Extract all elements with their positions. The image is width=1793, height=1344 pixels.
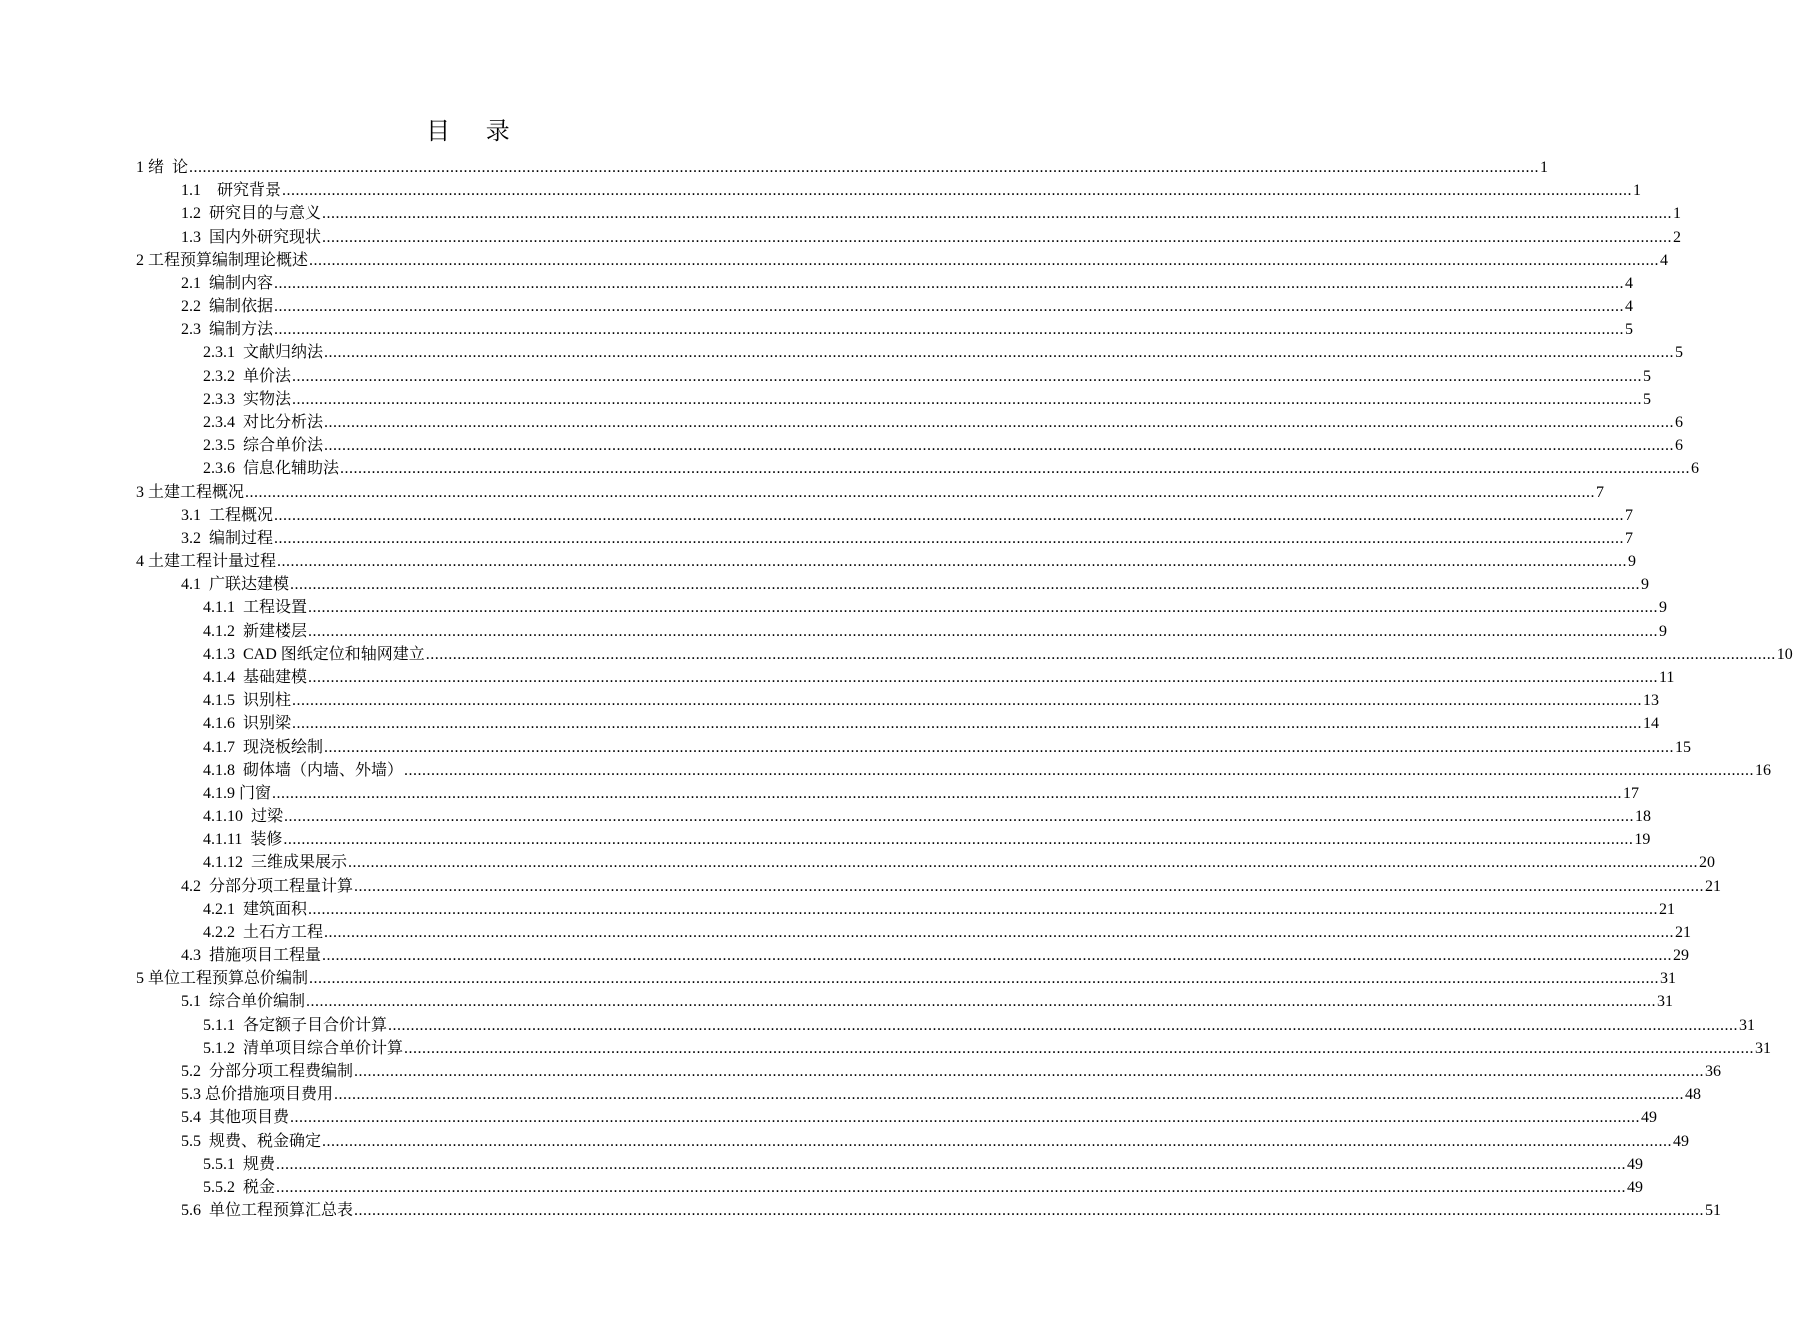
toc-entry[interactable] [181, 874, 1722, 897]
toc-entry-title: 基础建模 [243, 668, 308, 686]
toc-entry-page-number: 16 [1755, 761, 1772, 779]
toc-entry-number: 5.1.1 [203, 1016, 235, 1034]
toc-entry-title: 综合单价法 [243, 437, 324, 455]
toc-entry-number: 2.2 [181, 298, 201, 316]
toc-entry-title: 过梁 [251, 808, 284, 826]
toc-entry-number: 4 [136, 553, 144, 571]
toc-entry-number: 5.4 [181, 1109, 201, 1127]
toc-entry[interactable] [181, 572, 1650, 595]
toc-dot-leader: ............................................................................................................................................................................................................................................................................................................ [292, 715, 1643, 733]
toc-entry-spacer [243, 853, 251, 873]
toc-entry-title: CAD 图纸定位和轴网建立 [243, 645, 425, 663]
toc-entry-spacer [235, 923, 243, 943]
toc-entry-spacer [235, 459, 243, 479]
toc-entry[interactable] [203, 920, 1692, 943]
toc-entry[interactable] [181, 294, 1634, 317]
toc-entry-spacer [235, 714, 243, 734]
toc-entry[interactable] [203, 827, 1651, 850]
toc-dot-leader: ............................................................................................................................................................................................................................................................................................................ [309, 251, 1660, 269]
toc-entry[interactable] [203, 758, 1772, 781]
toc-entry-spacer [235, 413, 243, 433]
toc-entry-number: 5.5.1 [203, 1155, 235, 1173]
toc-entry-spacer [235, 761, 243, 781]
toc-entry-spacer [201, 228, 209, 248]
toc-dot-leader: ............................................................................................................................................................................................................................................................................................................ [292, 390, 1643, 408]
toc-entry-page-number: 14 [1643, 715, 1660, 733]
toc-entry-page-number: 4 [1625, 274, 1634, 292]
toc-entry-page-number: 9 [1628, 553, 1637, 571]
toc-entry-number: 4.1.8 [203, 761, 235, 779]
toc-entry-title: 总价措施项目费用 [205, 1086, 334, 1104]
toc-entry[interactable] [181, 201, 1682, 224]
toc-entry-page-number: 11 [1659, 668, 1675, 686]
toc-entry-spacer [201, 946, 209, 966]
toc-entry-page-number: 31 [1739, 1016, 1756, 1034]
toc-entry[interactable] [203, 688, 1660, 711]
toc-dot-leader: ............................................................................................................................................................................................................................................................................................................ [272, 784, 1623, 802]
toc-entry-number: 4.1.2 [203, 622, 235, 640]
toc-dot-leader: ............................................................................................................................................................................................................................................................................................................ [340, 460, 1691, 478]
toc-entry-page-number: 5 [1643, 390, 1652, 408]
toc-entry-spacer [235, 1155, 243, 1175]
toc-entry-page-number: 7 [1625, 506, 1634, 524]
toc-entry[interactable] [203, 665, 1675, 688]
toc-entry-number: 5.1 [181, 993, 201, 1011]
toc-entry[interactable] [181, 1082, 1702, 1105]
toc-entry[interactable] [203, 595, 1668, 618]
toc-entry-page-number: 49 [1641, 1109, 1658, 1127]
toc-entry[interactable] [181, 317, 1634, 340]
toc-dot-leader: ............................................................................................................................................................................................................................................................................................................ [309, 970, 1660, 988]
toc-entry-spacer [235, 598, 243, 618]
toc-entry-number: 2.1 [181, 274, 201, 292]
toc-entry-number: 4.1.3 [203, 645, 235, 663]
toc-entry-page-number: 7 [1596, 483, 1605, 501]
toc-entry-page-number: 5 [1675, 344, 1684, 362]
toc-entry-spacer [201, 320, 209, 340]
toc-entry-title: 实物法 [243, 390, 292, 408]
toc-entry-title: 文献归纳法 [243, 344, 324, 362]
toc-entry-page-number: 15 [1675, 738, 1692, 756]
toc-entry-spacer [235, 738, 243, 758]
toc-entry[interactable] [181, 271, 1634, 294]
toc-entry[interactable] [203, 1013, 1756, 1036]
toc-entry-number: 4.1.7 [203, 738, 235, 756]
toc-entry-spacer [201, 181, 217, 201]
toc-entry-title: 编制依据 [209, 298, 274, 316]
toc-entry-number: 4.1.9 [203, 784, 235, 802]
toc-entry-title: 研究目的与意义 [209, 205, 322, 223]
toc-entry-page-number: 20 [1699, 854, 1716, 872]
toc-entry-page-number: 4 [1660, 251, 1669, 269]
toc-dot-leader: ............................................................................................................................................................................................................................................................................................................ [290, 1109, 1641, 1127]
toc-entry[interactable] [181, 178, 1642, 201]
toc-entry-spacer [235, 645, 243, 665]
toc-entry-title: 工程概况 [209, 506, 274, 524]
toc-entry-page-number: 6 [1675, 413, 1684, 431]
toc-entry-page-number: 9 [1659, 599, 1668, 617]
toc-entry-number: 3.1 [181, 506, 201, 524]
toc-entry-spacer [201, 575, 209, 595]
toc-dot-leader: ............................................................................................................................................................................................................................................................................................................ [322, 1132, 1673, 1150]
toc-entry-title: 分部分项工程费编制 [209, 1063, 354, 1081]
toc-entry-spacer [243, 807, 251, 827]
toc-entry-title: 土建工程概况 [148, 483, 245, 501]
toc-entry-page-number: 9 [1641, 576, 1650, 594]
toc-entry-spacer [235, 691, 243, 711]
toc-entry-number: 4.1.4 [203, 668, 235, 686]
toc-entry-page-number: 21 [1675, 923, 1692, 941]
toc-entry[interactable] [181, 989, 1674, 1012]
toc-dot-leader: ............................................................................................................................................................................................................................................................................................................ [274, 298, 1625, 316]
toc-entry-title: 砌体墙（内墙、外墙） [243, 761, 404, 779]
toc-entry-spacer [201, 1108, 209, 1128]
toc-dot-leader: ............................................................................................................................................................................................................................................................................................................ [404, 1039, 1755, 1057]
toc-entry[interactable] [203, 897, 1676, 920]
toc-entry-number: 2.3.3 [203, 390, 235, 408]
toc-entry-title: 识别柱 [243, 692, 292, 710]
toc-entry-number: 4.1.12 [203, 854, 243, 872]
toc-dot-leader: ............................................................................................................................................................................................................................................................................................................ [290, 576, 1641, 594]
toc-entry[interactable] [181, 526, 1634, 549]
toc-entry-spacer [201, 992, 209, 1012]
toc-entry-title: 规费、税金确定 [209, 1132, 322, 1150]
toc-dot-leader: ............................................................................................................................................................................................................................................................................................................ [308, 668, 1659, 686]
toc-entry-spacer [201, 204, 209, 224]
toc-entry-title: 清单项目综合单价计算 [243, 1039, 404, 1057]
toc-entry-page-number: 31 [1657, 993, 1674, 1011]
toc-dot-leader: ............................................................................................................................................................................................................................................................................................................ [308, 900, 1659, 918]
toc-entry-title: 工程预算编制理论概述 [148, 251, 309, 269]
toc-dot-leader: ............................................................................................................................................................................................................................................................................................................ [348, 854, 1699, 872]
toc-entry-title: 单价法 [243, 367, 292, 385]
toc-entry-title: 编制方法 [209, 321, 274, 339]
toc-title: 目 录 [426, 117, 524, 145]
toc-entry-page-number: 49 [1627, 1155, 1644, 1173]
toc-entry-spacer [201, 1201, 209, 1221]
toc-entry-title: 工程设置 [243, 599, 308, 617]
toc-entry-page-number: 18 [1635, 808, 1652, 826]
toc-entry-title: 新建楼层 [243, 622, 308, 640]
toc-entry-page-number: 51 [1705, 1202, 1722, 1220]
toc-entry-number: 4.1.1 [203, 599, 235, 617]
toc-entry-number: 2.3.4 [203, 413, 235, 431]
toc-dot-leader: ............................................................................................................................................................................................................................................................................................................ [354, 877, 1705, 895]
toc-entry-page-number: 17 [1623, 784, 1640, 802]
toc-entry-title: 单位工程预算汇总表 [209, 1202, 354, 1220]
toc-entry[interactable] [203, 1175, 1644, 1198]
toc-dot-leader: ............................................................................................................................................................................................................................................................................................................ [354, 1063, 1705, 1081]
toc-entry-spacer [235, 1178, 243, 1198]
toc-dot-leader: ............................................................................................................................................................................................................................................................................................................ [282, 182, 1633, 200]
toc-dot-leader: ............................................................................................................................................................................................................................................................................................................ [292, 692, 1643, 710]
toc-entry[interactable] [203, 1036, 1772, 1059]
toc-entry-title: 广联达建模 [209, 576, 290, 594]
toc-entry-title: 各定额子目合价计算 [243, 1016, 388, 1034]
toc-entry-number: 2.3.1 [203, 344, 235, 362]
toc-entry-number: 5.6 [181, 1202, 201, 1220]
toc-entry-number: 4.2.2 [203, 923, 235, 941]
toc-entry-title: 现浇板绘制 [243, 738, 324, 756]
toc-entry-page-number: 6 [1675, 437, 1684, 455]
toc-entry-spacer [235, 343, 243, 363]
toc-entry-spacer [235, 900, 243, 920]
toc-dot-leader: ............................................................................................................................................................................................................................................................................................................ [274, 506, 1625, 524]
toc-entry-spacer [235, 436, 243, 456]
toc-entry-title: 单位工程预算总价编制 [148, 970, 309, 988]
toc-entry-number: 4.1 [181, 576, 201, 594]
toc-dot-leader: ............................................................................................................................................................................................................................................................................................................ [354, 1202, 1705, 1220]
toc-entry-spacer [201, 506, 209, 526]
toc-dot-leader: ............................................................................................................................................................................................................................................................................................................ [404, 761, 1755, 779]
toc-dot-leader: ............................................................................................................................................................................................................................................................................................................ [324, 923, 1675, 941]
toc-entry-number: 5 [136, 970, 144, 988]
toc-dot-leader: ............................................................................................................................................................................................................................................................................................................ [274, 274, 1625, 292]
toc-entry-spacer [235, 390, 243, 410]
toc-entry[interactable] [203, 850, 1716, 873]
toc-entry[interactable] [181, 1105, 1658, 1128]
toc-entry-number: 5.5.2 [203, 1178, 235, 1196]
toc-entry[interactable] [203, 433, 1684, 456]
toc-entry-title: 研究背景 [217, 182, 282, 200]
toc-entry-spacer [235, 1016, 243, 1036]
toc-entry-number: 4.1.6 [203, 715, 235, 733]
toc-entry-title: 规费 [243, 1155, 276, 1173]
toc-entry-page-number: 6 [1691, 460, 1700, 478]
toc-entry[interactable] [203, 410, 1684, 433]
toc-entry-page-number: 31 [1755, 1039, 1772, 1057]
toc-entry-spacer [242, 830, 250, 850]
toc-entry-number: 1.3 [181, 228, 201, 246]
toc-entry-number: 4.3 [181, 947, 201, 965]
toc-entry-spacer [235, 622, 243, 642]
toc-entry-spacer [201, 1062, 209, 1082]
toc-entry-title: 国内外研究现状 [209, 228, 322, 246]
toc-entry-number: 4.1.10 [203, 808, 243, 826]
toc-dot-leader: ............................................................................................................................................................................................................................................................................................................ [334, 1086, 1685, 1104]
toc-entry-number: 1 [136, 159, 144, 176]
toc-dot-leader: ............................................................................................................................................................................................................................................................................................................ [276, 1178, 1627, 1196]
toc-entry-number: 4.1.11 [203, 831, 243, 849]
toc-entry-title: 绪 论 [148, 159, 189, 176]
toc-entry-page-number: 5 [1643, 367, 1652, 385]
toc-entry-title: 土建工程计量过程 [148, 553, 277, 571]
toc-entry-title: 分部分项工程量计算 [209, 877, 354, 895]
toc-entry-page-number: 21 [1705, 877, 1722, 895]
toc-dot-leader: ............................................................................................................................................................................................................................................................................................................ [276, 1155, 1627, 1173]
toc-entry-spacer [201, 297, 209, 317]
toc-dot-leader: ............................................................................................................................................................................................................................................................................................................ [308, 622, 1659, 640]
toc-dot-leader: ............................................................................................................................................................................................................................................................................................................ [322, 228, 1673, 246]
toc-entry-number: 3.2 [181, 529, 201, 547]
toc-entry[interactable] [203, 340, 1684, 363]
toc-entry[interactable] [203, 456, 1700, 479]
toc-entry-page-number: 1 [1673, 205, 1682, 223]
toc-entry[interactable] [203, 619, 1668, 642]
toc-entry[interactable] [136, 549, 1637, 572]
toc-entry-number: 2 [136, 251, 144, 269]
toc-entry[interactable] [203, 387, 1652, 410]
toc-entry-number: 2.3 [181, 321, 201, 339]
toc-entry-page-number: 31 [1660, 970, 1677, 988]
toc-dot-leader: ............................................................................................................................................................................................................................................................................................................ [308, 599, 1659, 617]
toc-entry-page-number: 49 [1673, 1132, 1690, 1150]
toc-entry-title: 措施项目工程量 [209, 947, 322, 965]
toc-entry-page-number: 9 [1659, 622, 1668, 640]
toc-entry-spacer [201, 1132, 209, 1152]
toc-dot-leader: ............................................................................................................................................................................................................................................................................................................ [324, 413, 1675, 431]
toc-dot-leader: ............................................................................................................................................................................................................................................................................................................ [284, 808, 1635, 826]
toc-entry[interactable] [181, 1198, 1722, 1221]
toc-entry-title: 建筑面积 [243, 900, 308, 918]
toc-entry-number: 5.1.2 [203, 1039, 235, 1057]
toc-dot-leader: ............................................................................................................................................................................................................................................................................................................ [245, 483, 1596, 501]
toc-entry-page-number: 13 [1643, 692, 1660, 710]
toc-dot-leader: ............................................................................................................................................................................................................................................................................................................ [322, 947, 1673, 965]
toc-entry-spacer [235, 367, 243, 387]
toc-dot-leader: ............................................................................................................................................................................................................................................................................................................ [274, 321, 1625, 339]
toc-entry-title: 土石方工程 [243, 923, 324, 941]
toc-entry-page-number: 49 [1627, 1178, 1644, 1196]
toc-entry-number: 4.1.5 [203, 692, 235, 710]
toc-entry-page-number: 21 [1659, 900, 1676, 918]
toc-entry-page-number: 36 [1705, 1063, 1722, 1081]
toc-entry-number: 1.2 [181, 205, 201, 223]
toc-entry-number: 5.2 [181, 1063, 201, 1081]
toc-entry[interactable] [181, 943, 1690, 966]
toc-entry[interactable] [181, 1129, 1690, 1152]
toc-entry-spacer [201, 274, 209, 294]
toc-dot-leader: ............................................................................................................................................................................................................................................................................................................ [322, 205, 1673, 223]
toc-dot-leader: ............................................................................................................................................................................................................................................................................................................ [425, 645, 1776, 663]
toc-entry-number: 2.3.5 [203, 437, 235, 455]
toc-entry[interactable] [181, 1059, 1722, 1082]
toc-entry-spacer [201, 529, 209, 549]
toc-dot-leader: ............................................................................................................................................................................................................................................................................................................ [306, 993, 1657, 1011]
toc-dot-leader: ............................................................................................................................................................................................................................................................................................................ [292, 367, 1643, 385]
toc-entry-number: 5.3 [181, 1086, 201, 1104]
toc-dot-leader: ............................................................................................................................................................................................................................................................................................................ [324, 738, 1675, 756]
toc-entry[interactable] [136, 155, 1549, 178]
toc-dot-leader: ............................................................................................................................................................................................................................................................................................................ [388, 1016, 1739, 1034]
toc-entry[interactable] [136, 248, 1669, 271]
toc-entry-page-number: 1 [1633, 182, 1642, 200]
toc-entry-spacer [235, 1039, 243, 1059]
toc-entry-number: 4.2.1 [203, 900, 235, 918]
toc-entry-page-number: 5 [1625, 321, 1634, 339]
toc-entry-spacer [201, 877, 209, 897]
toc-entry-title: 信息化辅助法 [243, 460, 340, 478]
toc-entry-title: 识别梁 [243, 715, 292, 733]
toc-entry-page-number: 7 [1625, 529, 1634, 547]
toc-entry-page-number: 48 [1685, 1086, 1702, 1104]
toc-entry-number: 5.5 [181, 1132, 201, 1150]
toc-dot-leader: ............................................................................................................................................................................................................................................................................................................ [324, 437, 1675, 455]
toc-entry[interactable] [203, 1152, 1644, 1175]
toc-entry-page-number: 4 [1625, 298, 1634, 316]
toc-entry[interactable] [181, 503, 1634, 526]
toc-dot-leader: ............................................................................................................................................................................................................................................................................................................ [274, 529, 1625, 547]
toc-entry-number: 4.2 [181, 877, 201, 895]
toc-entry[interactable] [203, 781, 1640, 804]
toc-entry-number: 2.3.6 [203, 460, 235, 478]
toc-dot-leader: ............................................................................................................................................................................................................................................................................................................ [283, 831, 1634, 849]
toc-entry-title: 编制内容 [209, 274, 274, 292]
toc-dot-leader: ............................................................................................................................................................................................................................................................................................................ [189, 159, 1540, 176]
toc-entry[interactable] [203, 711, 1660, 734]
toc-entry-page-number: 29 [1673, 947, 1690, 965]
toc-entry[interactable] [203, 364, 1652, 387]
toc-entry-spacer [235, 668, 243, 688]
toc-entry-title: 装修 [250, 831, 283, 849]
toc-entry-number: 1.1 [181, 182, 201, 200]
toc-entry[interactable] [203, 804, 1652, 827]
toc-entry-page-number: 2 [1673, 228, 1682, 246]
toc-entry-page-number: 19 [1634, 831, 1651, 849]
toc-entry-page-number: 1 [1540, 159, 1549, 176]
toc-dot-leader: ............................................................................................................................................................................................................................................................................................................ [277, 553, 1628, 571]
toc-entry-number: 3 [136, 483, 144, 501]
toc-entry-number: 2.3.2 [203, 367, 235, 385]
toc-entry-title: 对比分析法 [243, 413, 324, 431]
toc-dot-leader: ............................................................................................................................................................................................................................................................................................................ [324, 344, 1675, 362]
toc-entry[interactable] [136, 480, 1605, 503]
toc-entry[interactable] [136, 966, 1677, 989]
toc-entry-title: 税金 [243, 1178, 276, 1196]
toc-entry-title: 编制过程 [209, 529, 274, 547]
toc-entry[interactable] [203, 735, 1692, 758]
toc-entry[interactable] [203, 642, 1793, 665]
toc-entry-title: 综合单价编制 [209, 993, 306, 1011]
toc-entry-title: 其他项目费 [209, 1109, 290, 1127]
toc-entry-page-number: 10 [1776, 645, 1793, 663]
toc-entry[interactable] [181, 225, 1682, 248]
toc-entry-title: 三维成果展示 [251, 854, 348, 872]
toc-entry-title: 门窗 [239, 784, 272, 802]
